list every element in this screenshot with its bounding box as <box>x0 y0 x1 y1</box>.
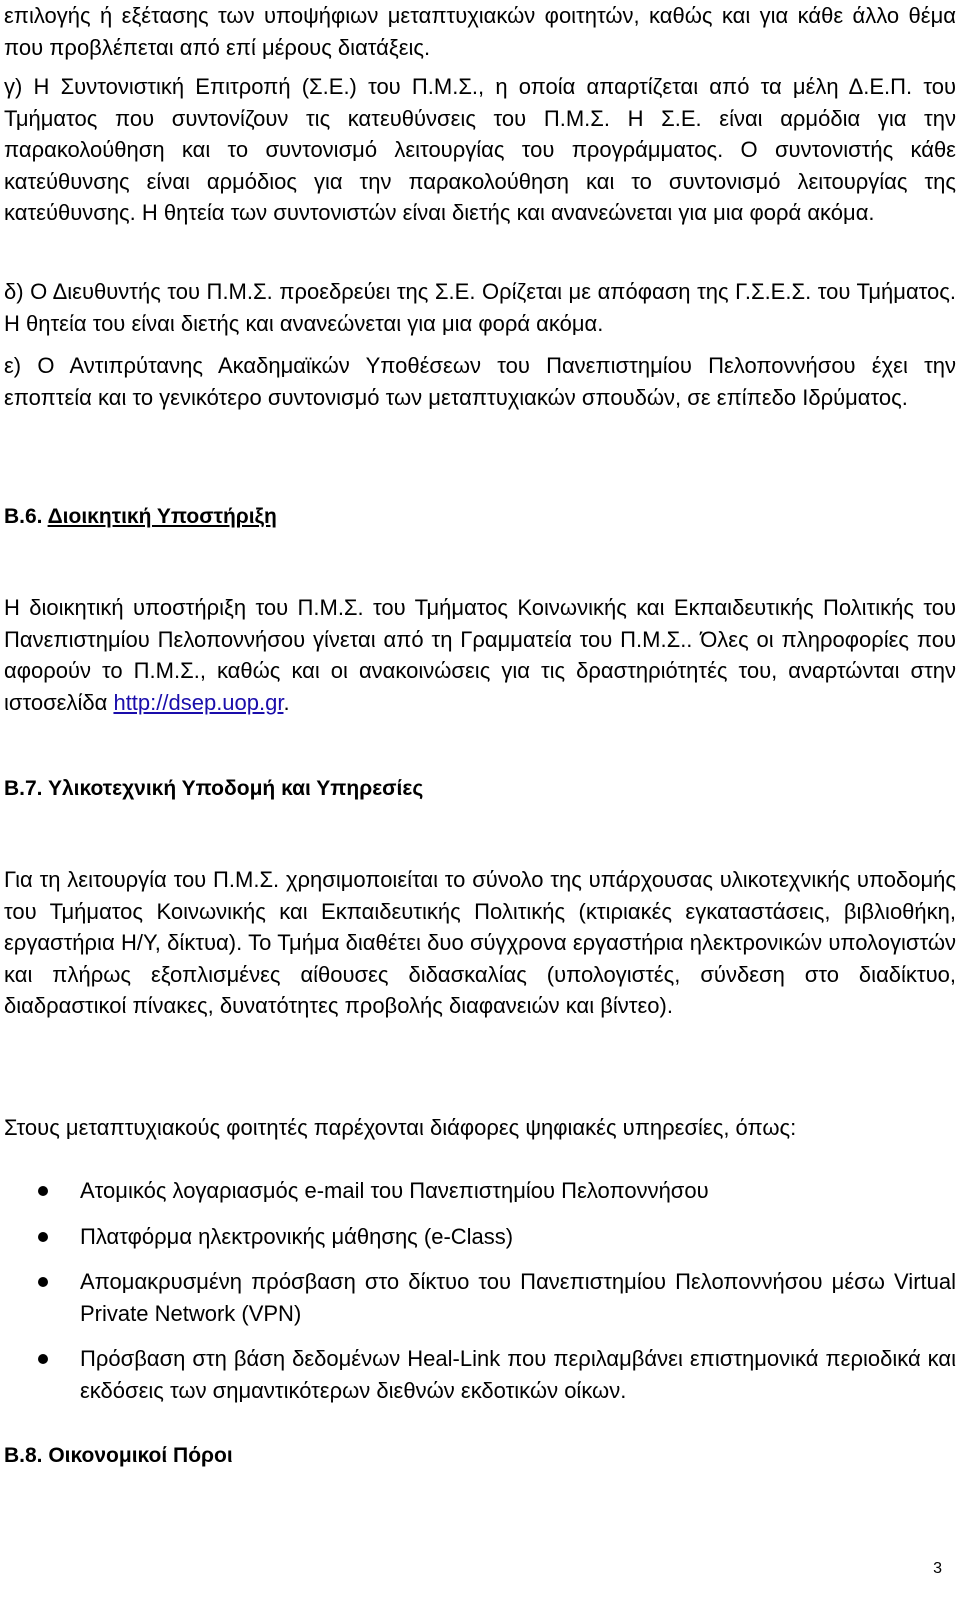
heading-b6-title: Διοικητική Υποστήριξη <box>47 505 277 528</box>
website-link[interactable]: http://dsep.uop.gr <box>113 689 284 715</box>
paragraph-intro: επιλογής ή εξέτασης των υποψήφιων μεταπτυχιακών φοιτητών, καθώς και για κάθε άλλο θέμα που προβλέπεται από επί μέρους διατάξεις. <box>4 3 956 60</box>
list-item: Πλατφόρμα ηλεκτρονικής μάθησης (e-Class) <box>0 1221 956 1253</box>
bullet-icon <box>38 1232 48 1242</box>
heading-b8: Β.8. Οικονομικοί Πόροι <box>4 1444 233 1467</box>
paragraph-b6 <box>4 592 956 718</box>
paragraph-d: δ) Ο Διευθυντής του Π.Μ.Σ. προεδρεύει της Σ.Ε. Ορίζεται με απόφαση της Γ.Σ.Ε.Σ. του Τμήματος. Η θητεία του είναι διετής και ανανεώνεται για μια φορά ακόμα. <box>4 279 956 336</box>
paragraph-b6-text: Η διοικητική υποστήριξη του Π.Μ.Σ. του Τμήματος Κοινωνικής και Εκπαιδευτικής Πολιτικής του Πανεπιστημίου Πελοποννήσου γίνεται από τη Γραμματεία του Π.Μ.Σ.. Όλες οι πληροφορίες που αφορούν το Π.Μ.Σ., καθώς και οι ανακοινώσεις για τις δραστηριότητές του, αναρτώνται στην ιστοσελίδα <box>4 595 956 715</box>
bullet-icon <box>38 1186 48 1196</box>
list-item: Απομακρυσμένη πρόσβαση στο δίκτυο του Πανεπιστημίου Πελοποννήσου μέσω Virtual Private Network (VPN) <box>0 1266 956 1329</box>
paragraph-services: Στους μεταπτυχιακούς φοιτητές παρέχονται διάφορες ψηφιακές υπηρεσίες, όπως: <box>4 1115 797 1140</box>
bullet-icon <box>38 1354 48 1364</box>
services-list <box>0 1175 956 1406</box>
paragraph-b7: Για τη λειτουργία του Π.Μ.Σ. χρησιμοποιείται το σύνολο της υπάρχουσας υλικοτεχνικής υποδομής του Τμήματος Κοινωνικής και Εκπαιδευτικής Πολιτικής (κτιριακές εγκαταστάσεις, βιβλιοθήκη, εργαστήρια Η/Υ, δίκτυα). Το Τμήμα διαθέτει δυο σύγχρονα εργαστήρια ηλεκτρονικών υπολογιστών και πλήρως εξοπλισμένες αίθουσες διδασκαλίας (υπολογιστές, σύνδεση στο διαδίκτυο, διαδραστικοί πίνακες, δυνατότητες προβολής διαφανειών και βίντεο). <box>4 867 956 1018</box>
bullet-icon <box>38 1277 48 1287</box>
list-item: Πρόσβαση στη βάση δεδομένων Heal-Link που περιλαμβάνει επιστημονικά περιοδικά και εκδόσεις των σημαντικότερων διεθνών εκδοτικών οίκων. <box>0 1343 956 1406</box>
paragraph-e: ε) Ο Αντιπρύτανης Ακαδημαϊκών Υποθέσεων του Πανεπιστημίου Πελοποννήσου έχει την εποπτεία και το γενικότερο συντονισμό των μεταπτυχιακών σπουδών, σε επίπεδο Ιδρύματος. <box>4 353 956 410</box>
paragraph-b6-end: . <box>283 689 290 715</box>
list-item: Ατομικός λογαριασμός e-mail του Πανεπιστημίου Πελοποννήσου <box>0 1175 956 1207</box>
heading-b7: Β.7. Υλικοτεχνική Υποδομή και Υπηρεσίες <box>4 777 424 800</box>
heading-b6-number: Β.6. <box>4 505 43 528</box>
page-number: 3 <box>933 1560 942 1577</box>
paragraph-g: γ) Η Συντονιστική Επιτροπή (Σ.Ε.) του Π.Μ.Σ., η οποία απαρτίζεται από τα μέλη Δ.Ε.Π. του Τμήματος που συντονίζουν τις κατευθύνσεις του Π.Μ.Σ. Η Σ.Ε. είναι αρμόδια για την παρακολούθηση και το συντονισμό λειτουργίας του προγράμματος. Ο συντονιστής κάθε κατεύθυνσης είναι αρμόδιος για την παρακολούθηση και το συντονισμό λειτουργίας της κατεύθυνσης. Η θητεία των συντονιστών είναι διετής και ανανεώνεται για μια φορά ακόμα. <box>4 74 956 225</box>
heading-b6 <box>4 502 277 532</box>
